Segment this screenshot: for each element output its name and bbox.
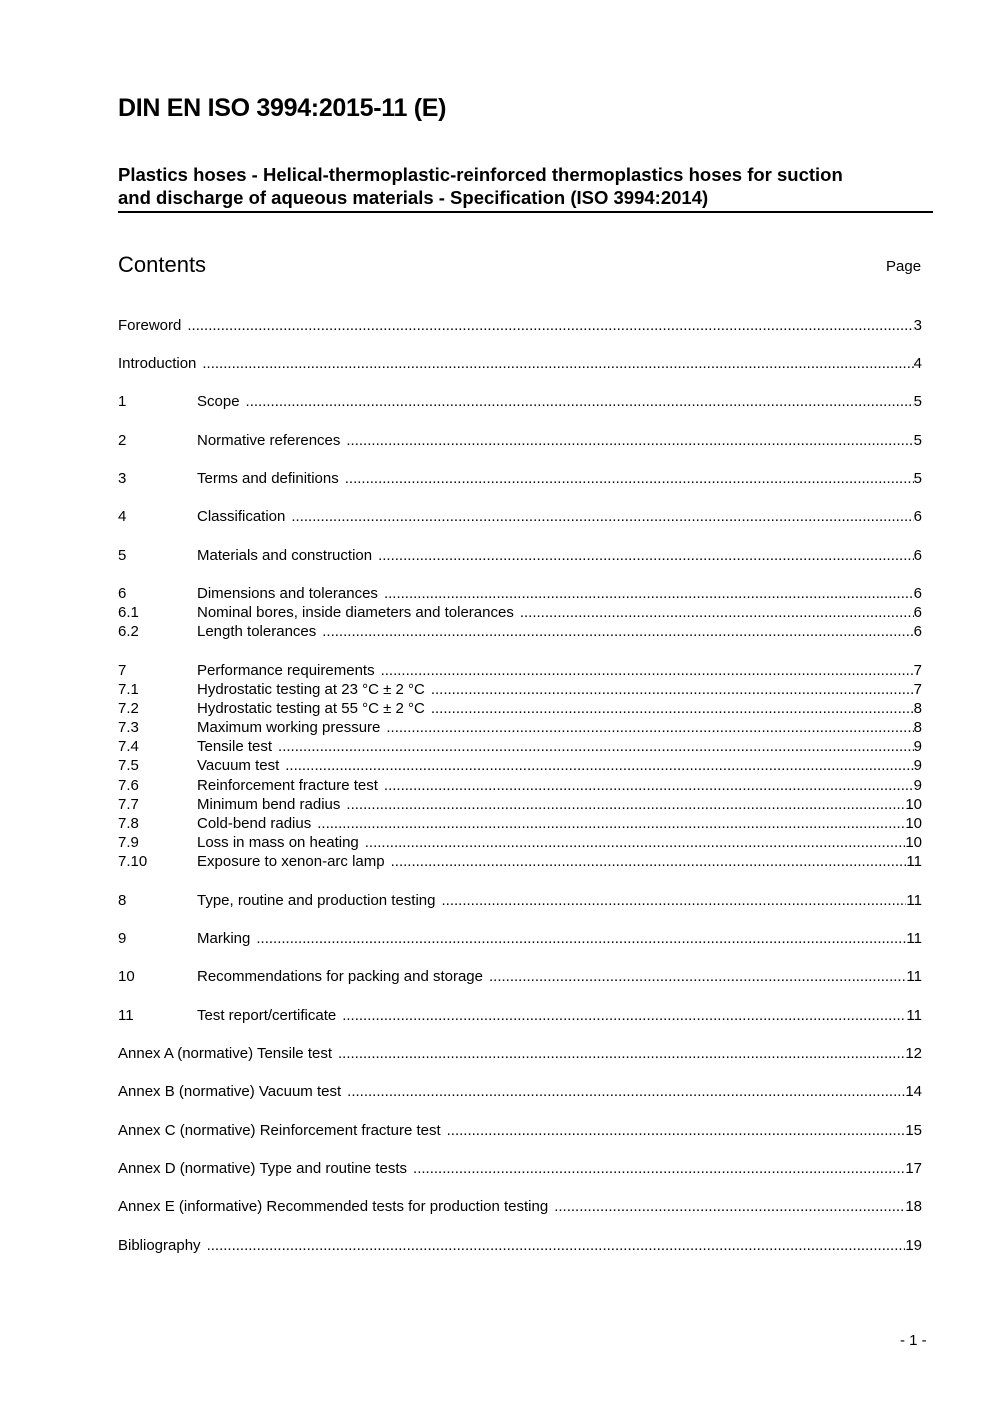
toc-entry-number: 7.6 <box>118 777 139 794</box>
toc-entry-page: 6 <box>913 585 922 602</box>
toc-entry-7[interactable] <box>118 661 922 680</box>
page-column-heading: Page <box>886 258 922 275</box>
toc-leader-dots <box>489 967 906 986</box>
toc-entry-page: 19 <box>905 1237 922 1254</box>
toc-entry-page: 7 <box>913 662 922 679</box>
toc-entry-page: 11 <box>906 892 922 909</box>
toc-entry-7-4[interactable] <box>118 737 922 756</box>
toc-entry-title: Classification <box>197 508 286 525</box>
toc-entry-number: 9 <box>118 930 127 947</box>
toc-entry-page: 8 <box>913 700 922 717</box>
toc-entry-number: 1 <box>118 393 127 410</box>
toc-leader-dots <box>202 354 913 373</box>
toc-entry-7-6[interactable] <box>118 776 922 795</box>
toc-entry-title: Hydrostatic testing at 55 °C ± 2 °C <box>197 700 425 717</box>
toc-leader-dots <box>431 680 914 699</box>
toc-entry-title: Bibliography <box>118 1237 201 1254</box>
toc-entry-page: 10 <box>905 815 922 832</box>
toc-entry-title: Foreword <box>118 317 182 334</box>
toc-entry-number: 11 <box>118 1007 134 1024</box>
toc-entry-9[interactable] <box>118 929 922 948</box>
toc-entry-7-10[interactable] <box>118 852 922 871</box>
toc-entry-page: 11 <box>906 930 922 947</box>
subtitle-line-1: Plastics hoses - Helical-thermoplastic-reinforced thermoplastics hoses for suction <box>118 164 843 185</box>
toc-entry-1[interactable] <box>118 392 922 411</box>
toc-entry-6-1[interactable] <box>118 603 922 622</box>
toc-entry-title: Annex E (informative) Recommended tests for production testing <box>118 1198 549 1215</box>
toc-entry-number: 7.2 <box>118 700 139 717</box>
toc-entry-title: Minimum bend radius <box>197 796 341 813</box>
toc-entry-page: 15 <box>905 1122 922 1139</box>
toc-entry-title: Maximum working pressure <box>197 719 381 736</box>
toc-entry-page: 8 <box>913 719 922 736</box>
toc-entry-bibliography[interactable] <box>118 1236 922 1255</box>
toc-entry-number: 10 <box>118 968 135 985</box>
toc-leader-dots <box>347 1082 905 1101</box>
toc-entry-title: Reinforcement fracture test <box>197 777 378 794</box>
toc-entry-number: 6.2 <box>118 623 139 640</box>
toc-entry-number: 8 <box>118 892 127 909</box>
toc-entry-2[interactable] <box>118 431 922 450</box>
toc-entry-annex-c[interactable] <box>118 1121 922 1140</box>
toc-entry-7-7[interactable] <box>118 795 922 814</box>
toc-entry-number: 7.4 <box>118 738 139 755</box>
toc-leader-dots <box>256 929 906 948</box>
toc-entry-number: 7.8 <box>118 815 139 832</box>
toc-leader-dots <box>447 1121 906 1140</box>
toc-entry-page: 9 <box>913 777 922 794</box>
toc-entry-title: Type, routine and production testing <box>197 892 436 909</box>
toc-entry-title: Tensile test <box>197 738 273 755</box>
toc-entry-page: 11 <box>906 1007 922 1024</box>
toc-entry-8[interactable] <box>118 891 922 910</box>
contents-heading: Contents <box>118 252 207 277</box>
document-subtitle <box>118 163 933 213</box>
toc-entry-page: 7 <box>913 681 922 698</box>
toc-leader-dots <box>391 852 907 871</box>
toc-leader-dots <box>346 795 905 814</box>
toc-leader-dots <box>187 316 913 335</box>
toc-entry-3[interactable] <box>118 469 922 488</box>
toc-leader-dots <box>345 469 914 488</box>
toc-entry-page: 9 <box>913 757 922 774</box>
toc-entry-page: 6 <box>913 547 922 564</box>
toc-leader-dots <box>342 1006 906 1025</box>
toc-leader-dots <box>520 603 914 622</box>
toc-entry-title: Loss in mass on heating <box>197 834 359 851</box>
toc-entry-6[interactable] <box>118 584 922 603</box>
toc-entry-page: 11 <box>906 853 922 870</box>
toc-leader-dots <box>291 507 913 526</box>
toc-entry-number: 2 <box>118 432 127 449</box>
toc-entry-title: Hydrostatic testing at 23 °C ± 2 °C <box>197 681 425 698</box>
toc-entry-title: Scope <box>197 393 240 410</box>
toc-leader-dots <box>442 891 907 910</box>
toc-leader-dots <box>338 1044 905 1063</box>
toc-entry-7-5[interactable] <box>118 756 922 775</box>
toc-entry-foreword[interactable] <box>118 316 922 335</box>
toc-leader-dots <box>384 584 914 603</box>
toc-leader-dots <box>346 431 913 450</box>
toc-leader-dots <box>365 833 906 852</box>
toc-entry-annex-b[interactable] <box>118 1082 922 1101</box>
toc-entry-title: Exposure to xenon-arc lamp <box>197 853 385 870</box>
toc-entry-7-3[interactable] <box>118 718 922 737</box>
toc-entry-page: 10 <box>905 796 922 813</box>
toc-entry-annex-a[interactable] <box>118 1044 922 1063</box>
toc-entry-title: Terms and definitions <box>197 470 339 487</box>
toc-entry-page: 6 <box>913 508 922 525</box>
page-number: - 1 - <box>900 1332 927 1349</box>
toc-entry-5[interactable] <box>118 546 922 565</box>
toc-entry-title: Annex C (normative) Reinforcement fracture test <box>118 1122 441 1139</box>
toc-entry-number: 4 <box>118 508 127 525</box>
toc-entry-title: Performance requirements <box>197 662 375 679</box>
toc-entry-page: 14 <box>905 1083 922 1100</box>
toc-leader-dots <box>285 756 913 775</box>
toc-entry-title: Introduction <box>118 355 197 372</box>
toc-entry-number: 7 <box>118 662 127 679</box>
toc-entry-page: 4 <box>913 355 922 372</box>
toc-entry-number: 5 <box>118 547 127 564</box>
toc-leader-dots <box>278 737 914 756</box>
toc-entry-10[interactable] <box>118 967 922 986</box>
toc-leader-dots <box>384 776 914 795</box>
toc-leader-dots <box>413 1159 905 1178</box>
toc-entry-page: 5 <box>913 432 922 449</box>
toc-entry-page: 9 <box>913 738 922 755</box>
toc-entry-7-9[interactable] <box>118 833 922 852</box>
toc-entry-page: 17 <box>905 1160 922 1177</box>
toc-entry-page: 5 <box>913 470 922 487</box>
toc-entry-page: 11 <box>906 968 922 985</box>
toc-entry-number: 7.9 <box>118 834 139 851</box>
toc-leader-dots <box>322 622 913 641</box>
toc-leader-dots <box>554 1197 905 1216</box>
toc-entry-number: 7.5 <box>118 757 139 774</box>
toc-entry-number: 6.1 <box>118 604 139 621</box>
toc-entry-11[interactable] <box>118 1006 922 1025</box>
toc-entry-title: Marking <box>197 930 251 947</box>
toc-entry-annex-d[interactable] <box>118 1159 922 1178</box>
toc-entry-title: Annex B (normative) Vacuum test <box>118 1083 342 1100</box>
toc-leader-dots <box>386 718 913 737</box>
toc-entry-number: 7.3 <box>118 719 139 736</box>
toc-entry-title: Annex A (normative) Tensile test <box>118 1045 332 1062</box>
toc-entry-7-2[interactable] <box>118 699 922 718</box>
toc-entry-number: 7.10 <box>118 853 148 870</box>
toc-entry-title: Cold-bend radius <box>197 815 312 832</box>
toc-entry-title: Annex D (normative) Type and routine tests <box>118 1160 408 1177</box>
toc-entry-page: 6 <box>913 604 922 621</box>
toc-entry-title: Nominal bores, inside diameters and tolerances <box>197 604 514 621</box>
toc-entry-page: 10 <box>905 834 922 851</box>
toc-leader-dots <box>207 1236 906 1255</box>
toc-entry-number: 6 <box>118 585 127 602</box>
toc-entry-page: 3 <box>913 317 922 334</box>
toc-entry-number: 7.1 <box>118 681 139 698</box>
toc-entry-7-1[interactable] <box>118 680 922 699</box>
toc-entry-page: 12 <box>905 1045 922 1062</box>
toc-entry-7-8[interactable] <box>118 814 922 833</box>
toc-entry-number: 3 <box>118 470 127 487</box>
toc-leader-dots <box>317 814 905 833</box>
toc-entry-6-2[interactable] <box>118 622 922 641</box>
toc-entry-title: Vacuum test <box>197 757 280 774</box>
toc-leader-dots <box>431 699 914 718</box>
toc-entry-page: 6 <box>913 623 922 640</box>
toc-entry-title: Normative references <box>197 432 341 449</box>
toc-leader-dots <box>381 661 914 680</box>
document-title: DIN EN ISO 3994:2015-11 (E) <box>118 94 447 122</box>
toc-entry-title: Dimensions and tolerances <box>197 585 378 602</box>
toc-entry-title: Materials and construction <box>197 547 373 564</box>
toc-leader-dots <box>378 546 914 565</box>
toc-entry-page: 5 <box>913 393 922 410</box>
toc-entry-annex-e[interactable] <box>118 1197 922 1216</box>
toc-entry-title: Test report/certificate <box>197 1007 337 1024</box>
toc-entry-number: 7.7 <box>118 796 139 813</box>
toc-entry-introduction[interactable] <box>118 354 922 373</box>
toc-entry-page: 18 <box>905 1198 922 1215</box>
toc-leader-dots <box>246 392 914 411</box>
toc-entry-title: Length tolerances <box>197 623 317 640</box>
subtitle-line-2: and discharge of aqueous materials - Specification (ISO 3994:2014) <box>118 187 709 208</box>
toc-entry-4[interactable] <box>118 507 922 526</box>
toc-entry-title: Recommendations for packing and storage <box>197 968 483 985</box>
